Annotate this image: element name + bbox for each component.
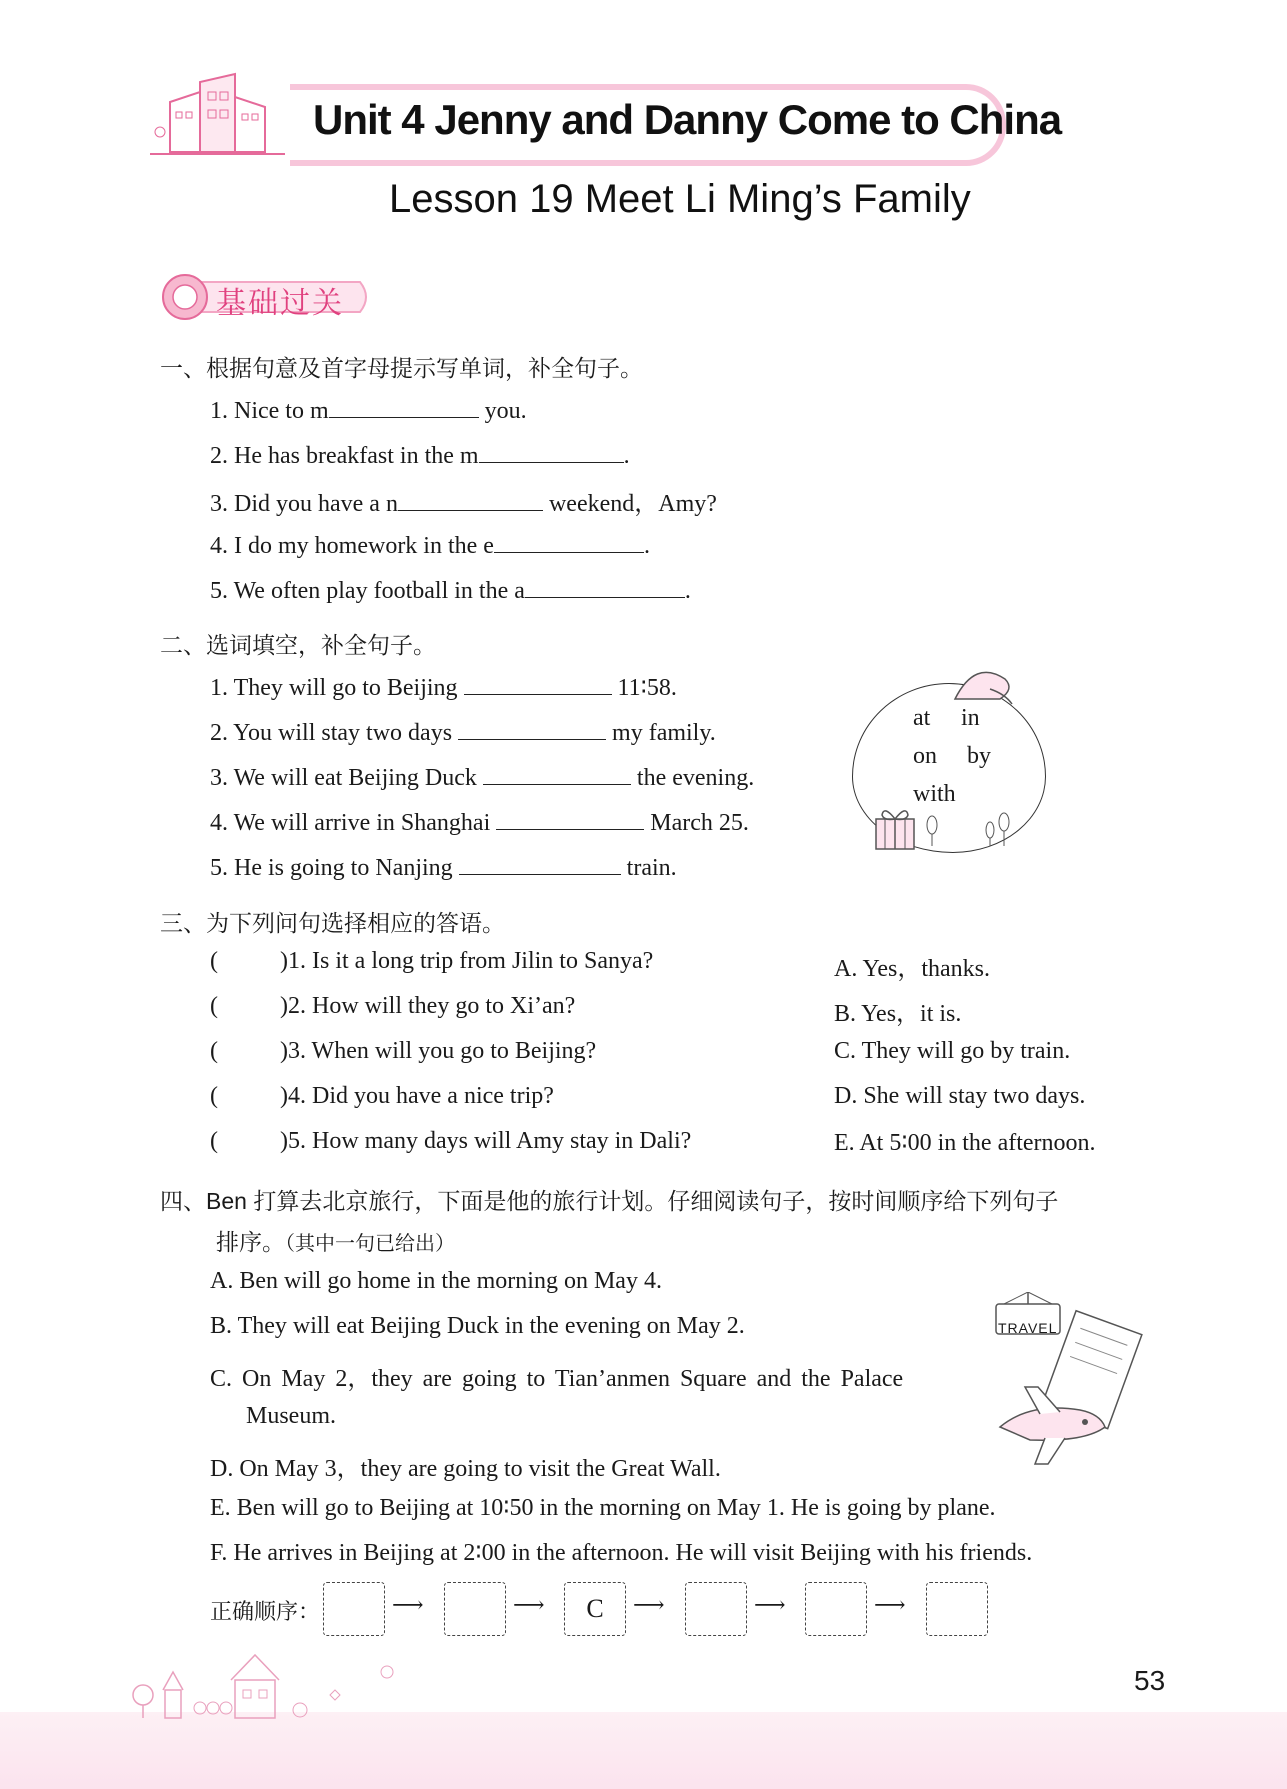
part2-item-4-blank[interactable]	[496, 805, 644, 830]
part1-item-1	[210, 393, 527, 425]
part2-item-2-blank[interactable]	[458, 715, 606, 740]
order-arrow-2: ⟶	[513, 1592, 545, 1617]
part2-item-5-tail: train.	[626, 855, 677, 881]
part2-item-3-blank[interactable]	[483, 760, 631, 785]
word-bank-in: in	[961, 705, 980, 731]
order-arrow-1: ⟶	[392, 1592, 424, 1617]
building-decoration-icon	[150, 62, 290, 162]
part1-item-4-blank[interactable]	[494, 528, 644, 553]
part1-item-4-text: 4. I do my homework in the e	[210, 533, 494, 559]
page-number: 53	[1134, 1665, 1166, 1696]
lesson-title: Lesson 19 Meet Li Ming’s Family	[389, 177, 971, 221]
part4-heading-line2	[216, 1224, 455, 1257]
part3-question-3: )3. When will you go to Beijing?	[280, 1038, 597, 1064]
part2-item-5-text: 5. He is going to Nanjing	[210, 855, 453, 881]
gift-box-icon	[872, 803, 918, 851]
part2-item-5-blank[interactable]	[459, 850, 621, 875]
part4-heading-sort: 排序。	[216, 1229, 285, 1255]
footer-band	[0, 1712, 1287, 1789]
word-bank-with: with	[913, 781, 956, 807]
part4-item-d: D. On May 3，they are going to visit the Great Wall.	[210, 1456, 721, 1482]
part2-item-1-blank[interactable]	[464, 670, 612, 695]
order-box-6[interactable]	[926, 1582, 988, 1636]
part3-heading: 三、为下列问句选择相应的答语。	[160, 910, 505, 936]
order-arrow-4: ⟶	[754, 1592, 786, 1617]
order-box-4[interactable]	[685, 1582, 747, 1636]
part4-item-c: C. On May 2，they are going to Tian’anmen Square and the Palace	[210, 1366, 904, 1392]
part4-item-e: E. Ben will go to Beijing at 10∶50 in the morning on May 1. He is going by plane.	[210, 1495, 996, 1521]
part3-paren-1[interactable]: (	[210, 948, 218, 974]
order-arrow-5: ⟶	[874, 1592, 906, 1617]
part4-item-f: F. He arrives in Beijing at 2∶00 in the afternoon. He will visit Beijing with his friends.	[210, 1540, 1033, 1566]
part3-question-2: )2. How will they go to Xi’an?	[280, 993, 576, 1019]
word-bank-on: on	[913, 743, 937, 769]
part4-heading: 四、Ben 打算去北京旅行，下面是他的旅行计划。仔细阅读句子，按时间顺序给下列句子	[160, 1188, 1059, 1214]
order-box-1[interactable]	[323, 1582, 385, 1636]
part2-item-4-text: 4. We will arrive in Shanghai	[210, 810, 491, 836]
part2-item-1-tail: 11∶58.	[617, 675, 677, 701]
part3-question-5: )5. How many days will Amy stay in Dali?	[280, 1128, 692, 1154]
part3-answer-b: B. Yes，it is.	[834, 1001, 962, 1027]
part3-paren-3[interactable]: (	[210, 1038, 218, 1064]
part1-item-5-tail: .	[684, 578, 691, 604]
part2-item-1-text: 1. They will go to Beijing	[210, 675, 458, 701]
part3-paren-2[interactable]: (	[210, 993, 218, 1019]
part2-item-3	[210, 760, 754, 792]
part1-item-5-blank[interactable]	[525, 573, 685, 598]
order-arrow-3: ⟶	[633, 1592, 665, 1617]
part4-heading-note: （其中一句已给出）	[285, 1233, 455, 1255]
part1-item-3-text: 3. Did you have a n	[210, 491, 398, 517]
part1-item-4-tail: .	[643, 533, 650, 559]
part3-paren-4[interactable]: (	[210, 1083, 218, 1109]
section-badge-label: 基础过关	[216, 287, 344, 320]
part1-item-2-blank[interactable]	[479, 438, 624, 463]
part1-item-4	[210, 528, 650, 560]
part1-item-3-tail: weekend，Amy?	[542, 491, 717, 517]
part2-heading: 二、选词填空，补全句子。	[160, 632, 436, 658]
part1-item-5	[210, 573, 691, 605]
hat-decoration-icon	[950, 664, 1020, 709]
part1-item-1-text: 1. Nice to m	[210, 398, 329, 424]
part1-item-1-blank[interactable]	[329, 393, 479, 418]
part3-answer-a: A. Yes，thanks.	[834, 956, 991, 982]
word-bank-at: at	[913, 705, 931, 731]
travel-sign-label: TRAVEL	[998, 1320, 1058, 1336]
part2-item-2-tail: my family.	[612, 720, 716, 746]
part1-item-2	[210, 438, 630, 470]
part4-item-b: B. They will eat Beijing Duck in the evening on May 2.	[210, 1313, 745, 1339]
part2-item-2-text: 2. You will stay two days	[210, 720, 453, 746]
travel-plane-illustration	[990, 1292, 1150, 1467]
part1-item-2-text: 2. He has breakfast in the m	[210, 443, 479, 469]
town-decoration-icon	[125, 1650, 405, 1720]
order-label: 正确顺序：	[210, 1599, 321, 1624]
part1-item-2-tail: .	[623, 443, 630, 469]
part1-item-5-text: 5. We often play football in the a	[210, 578, 525, 604]
part1-item-1-tail: you.	[478, 398, 527, 424]
part3-answer-e: E. At 5∶00 in the afternoon.	[834, 1130, 1096, 1156]
part3-paren-5[interactable]: (	[210, 1128, 218, 1154]
part4-item-c-cont: Museum.	[246, 1403, 336, 1429]
unit-title: Unit 4 Jenny and Danny Come to China	[313, 96, 1062, 143]
order-box-3-given: C	[564, 1582, 626, 1636]
part3-question-1: )1. Is it a long trip from Jilin to Sanya?	[280, 948, 654, 974]
part3-answer-d: D. She will stay two days.	[834, 1083, 1086, 1109]
part2-item-3-tail: the evening.	[636, 765, 755, 791]
part2-item-5	[210, 850, 677, 882]
part3-answer-c: C. They will go by train.	[834, 1038, 1071, 1064]
part1-item-3-blank[interactable]	[398, 486, 543, 511]
order-box-2[interactable]	[444, 1582, 506, 1636]
tree-decoration-icon	[920, 810, 1020, 850]
part2-item-4-tail: March 25.	[650, 810, 749, 836]
part1-heading: 一、根据句意及首字母提示写单词，补全句子。	[160, 355, 643, 381]
part2-item-2	[210, 715, 716, 747]
part1-item-3	[210, 483, 717, 518]
part2-item-1	[210, 670, 677, 702]
part2-item-4	[210, 805, 749, 837]
part4-item-a: A. Ben will go home in the morning on May 4.	[210, 1268, 662, 1294]
part3-question-4: )4. Did you have a nice trip?	[280, 1083, 554, 1109]
word-bank-by: by	[967, 743, 991, 769]
part2-item-3-text: 3. We will eat Beijing Duck	[210, 765, 477, 791]
order-box-5[interactable]	[805, 1582, 867, 1636]
